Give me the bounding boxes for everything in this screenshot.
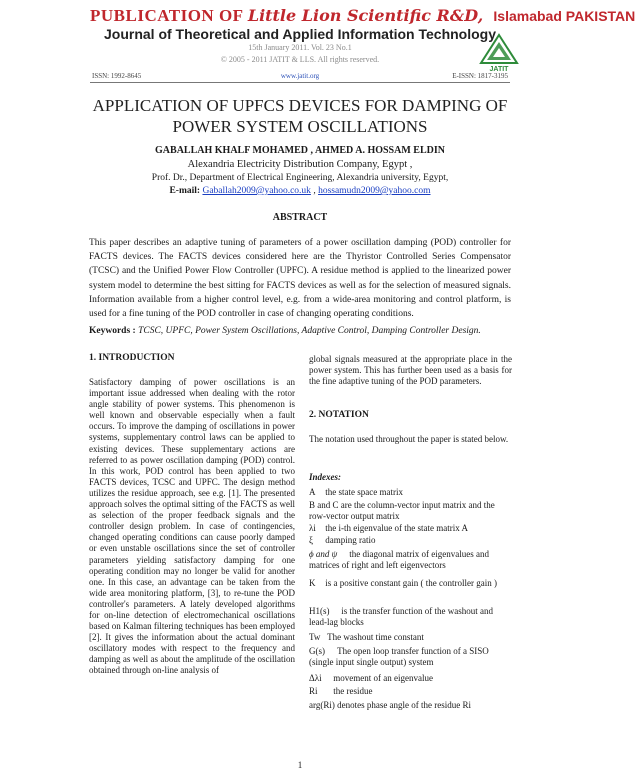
notation-desc: The washout time constant xyxy=(327,632,424,642)
abstract-text: This paper describes an adaptive tuning of parameters of a power oscillation damping (POD) controller for FACTS devices. The FACTS devices considered here are the Thyristor Controlled Series Compensator (TCSC) and the Unified Power Flow Controller (UPFC). A residue method is applied to the linearized power system model to determine the best sitting for FACTS devices as well as for the selection of measured signals. Information available from a higher control level, e.g. from a wide-area monitoring and control platform, is used for a fine tuning of the POD controller in case of changing operating conditions. xyxy=(89,238,511,320)
email-link-1[interactable]: Gaballah2009@yahoo.co.uk xyxy=(202,186,311,196)
email-link-2[interactable]: hossamudn2009@yahoo.com xyxy=(318,186,431,196)
notation-item xyxy=(309,686,512,697)
paper-title xyxy=(90,95,510,137)
notation-desc: is the transfer function of the washout and lead-lag blocks xyxy=(309,606,493,628)
notation-item xyxy=(309,549,512,572)
notation-desc: arg(Ri) denotes phase angle of the residue Ri xyxy=(309,700,472,710)
header-divider xyxy=(90,82,510,83)
section-heading-notation: 2. NOTATION xyxy=(309,410,369,420)
notation-desc: The open loop transfer function of a SISO (single input single output) system xyxy=(309,646,489,668)
notation-item xyxy=(309,487,512,498)
notation-item xyxy=(309,535,512,546)
journal-volume: 15th January 2011. Vol. 23 No.1 xyxy=(248,43,352,52)
notation-symbol: Δλi xyxy=(309,673,322,683)
email-line xyxy=(90,186,510,196)
affiliation-1: Alexandria Electricity Distribution Company, Egypt , xyxy=(187,159,413,170)
notation-item xyxy=(309,632,512,643)
notation-desc: B and C are the column-vector input matrix and the row-vector output matrix xyxy=(309,500,495,522)
notation-desc: the state space matrix xyxy=(325,487,403,497)
journal-copyright: © 2005 - 2011 JATIT & LLS. All rights reserved. xyxy=(220,55,380,64)
notation-item xyxy=(309,523,512,534)
notation-symbol: A xyxy=(309,487,316,497)
publisher-location: Islamabad PAKISTAN xyxy=(493,8,635,24)
publisher-banner xyxy=(90,6,635,25)
notation-symbol: Tw xyxy=(309,632,321,642)
keywords-label: Keywords : xyxy=(89,326,136,336)
notation-symbol: λi xyxy=(309,523,316,533)
keywords xyxy=(89,325,511,338)
notation-desc: the i-th eigenvalue of the state matrix A xyxy=(325,523,468,533)
jatit-logo xyxy=(478,33,520,73)
publisher-label: PUBLICATION OF xyxy=(90,6,244,25)
notation-symbol: H1(s) xyxy=(309,606,330,616)
notation-symbol: Ri xyxy=(309,686,318,696)
section-heading-introduction: 1. INTRODUCTION xyxy=(89,353,175,363)
notation-item xyxy=(309,500,512,523)
page-number: 1 xyxy=(297,760,303,770)
notation-desc: movement of an eigenvalue xyxy=(333,673,433,683)
notation-item xyxy=(309,606,512,629)
introduction-text: Satisfactory damping of power oscillations is an important issue addressed when dealing with the rotor angle stability of power systems. This phenomenon is well known and observable especially when a fault occurs. To improve the damping of oscillations in power systems, supplementary control laws can be applied to existing devices. These supplementary actions are referred to as power oscillation damping (POD) control. In this work, POD control has been applied to two FACTS devices, TCSC and UPFC. The design method utilizes the residue approach, see e.g. [1]. The presented approach solves the optimal sitting of the FACTS as well as selection of the proper feedback signals and the controller design problem. In case of contingencies, changed operating conditions can cause poorly damped or even unstable oscillations since the set of controller parameters yielding satisfactory damping for one operating condition may no longer be valid for another one. In this case, an advantage can be taken from the wide area monitoring platform, [3], to re-tune the POD controller's parameters. A lately developed algorithms for on-line detection of electromechanical oscillations based on Kalman filtering techniques has been employed [2]. It gives the information about the actual dominant oscillatory modes with respect to the frequency and damping as well as about the amplitude of the oscillation obtained through on-line analysis of xyxy=(89,377,295,676)
notation-symbol: ϕ and ψ xyxy=(309,549,338,559)
notation-item xyxy=(309,700,512,711)
notation-desc: is a positive constant gain ( the controller gain ) xyxy=(325,578,497,588)
email-label: E-mail: xyxy=(169,186,201,196)
introduction-continued: global signals measured at the appropriate place in the power system. This has further been used as a basis for the fine adaptive tuning of the POD parameters. xyxy=(309,354,512,387)
notation-item xyxy=(309,646,512,669)
journal-url-link[interactable]: www.jatit.org xyxy=(280,72,320,80)
logo-text: JATIT xyxy=(489,66,509,73)
notation-desc: the diagonal matrix of eigenvalues and matrices of right and left eigenvectors xyxy=(309,549,489,571)
notation-desc: the residue xyxy=(333,686,373,696)
title-line-2: POWER SYSTEM OSCILLATIONS xyxy=(172,117,428,136)
notation-item xyxy=(309,578,512,589)
issn: ISSN: 1992-8645 xyxy=(92,72,142,80)
notation-symbol: ξ xyxy=(309,535,314,545)
notation-symbol: G(s) xyxy=(309,646,325,656)
notation-symbol: K xyxy=(309,578,316,588)
authors: GABALLAH KHALF MOHAMED , AHMED A. HOSSAM ELDIN xyxy=(155,145,445,156)
indexes-heading: Indexes: xyxy=(309,472,341,482)
notation-desc: damping ratio xyxy=(325,535,376,545)
affiliation-2: Prof. Dr., Department of Electrical Engineering, Alexandria university, Egypt, xyxy=(151,173,449,183)
notation-item xyxy=(309,673,512,684)
eissn: E-ISSN: 1817-3195 xyxy=(452,72,508,80)
title-line-1: APPLICATION OF UPFCS DEVICES FOR DAMPING OF xyxy=(92,96,508,115)
notation-intro: The notation used throughout the paper is stated below. xyxy=(309,434,509,444)
abstract-heading: ABSTRACT xyxy=(272,212,328,223)
publisher-name: Little Lion Scientific R&D, xyxy=(247,6,484,25)
journal-title: Journal of Theoretical and Applied Information Technology xyxy=(103,26,497,42)
email-separator: , xyxy=(310,186,319,196)
keywords-list: TCSC, UPFC, Power System Oscillations, Adaptive Control, Damping Controller Design. xyxy=(138,326,481,336)
